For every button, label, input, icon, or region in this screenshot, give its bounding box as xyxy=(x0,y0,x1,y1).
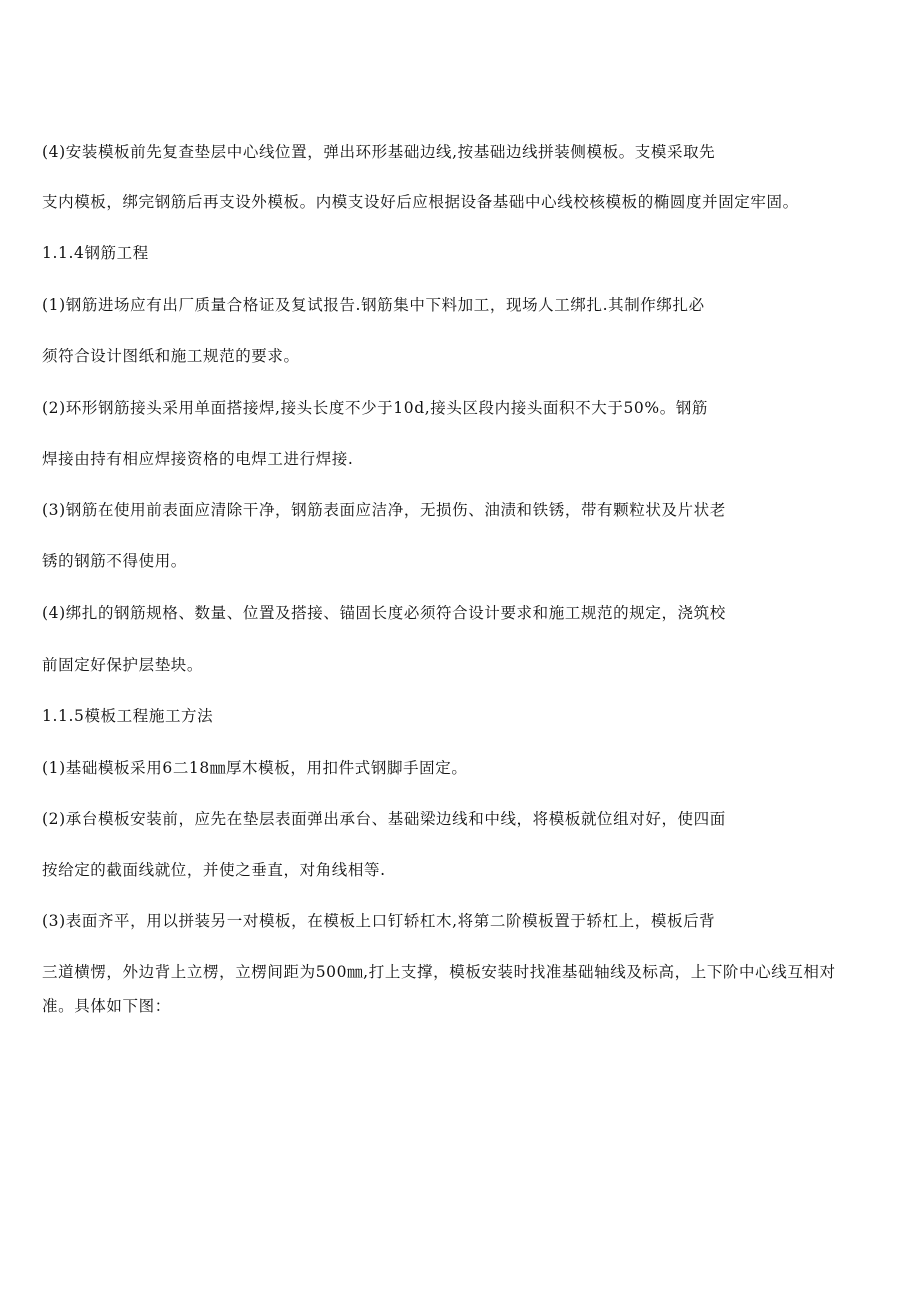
paragraph-4-line-2: 支内模板，绑完钢筋后再支设外模板。内模支设好后应根据设备基础中心线校核模板的椭圆度并固定牢固。 xyxy=(42,193,799,211)
formwork-item-1: (1)基础模板采用6二18㎜厚木模板，用扣件式钢脚手固定。 xyxy=(42,759,468,777)
section-heading-1-1-5: 1.1.5模板工程施工方法 xyxy=(42,707,214,725)
rebar-item-3-line-1: (3)钢筋在使用前表面应清除干净，钢筋表面应洁净，无损伤、油渍和铁锈，带有颗粒状及片状老 xyxy=(42,501,726,519)
formwork-item-2-line-1: (2)承台模板安装前，应先在垫层表面弹出承台、基础梁边线和中线，将模板就位组对好，使四面 xyxy=(42,810,726,828)
rebar-item-2-line-1: (2)环形钢筋接头采用单面搭接焊,接头长度不少于10d,接头区段内接头面积不大于50%。钢筋 xyxy=(42,399,709,417)
paragraph-4-line-1: (4)安装模板前先复查垫层中心线位置，弹出环形基础边线,按基础边线拼装侧模板。支模采取先 xyxy=(42,143,716,161)
rebar-item-4-line-1: (4)绑扎的钢筋规格、数量、位置及搭接、锚固长度必须符合设计要求和施工规范的规定，浇筑校 xyxy=(42,604,726,622)
rebar-item-1-line-2: 须符合设计图纸和施工规范的要求。 xyxy=(42,347,300,365)
formwork-item-3-line-3: 准。具体如下图： xyxy=(42,997,171,1015)
rebar-item-1-line-1: (1)钢筋进场应有出厂质量合格证及复试报告.钢筋集中下料加工，现场人工绑扎.其制作绑扎必 xyxy=(42,296,705,314)
rebar-item-2-line-2: 焊接由持有相应焊接资格的电焊工进行焊接. xyxy=(42,450,354,468)
section-heading-1-1-4: 1.1.4钢筋工程 xyxy=(42,244,149,262)
rebar-item-3-line-2: 锈的钢筋不得使用。 xyxy=(42,552,187,570)
formwork-item-2-line-2: 按给定的截面线就位，并使之垂直，对角线相等. xyxy=(42,861,386,879)
formwork-item-3-line-2: 三道横愣，外边背上立楞，立楞间距为500㎜,打上支撑，模板安装时找准基础轴线及标高，上下阶中心线互相对 xyxy=(42,963,836,981)
formwork-item-3-line-1: (3)表面齐平，用以拼装另一对模板，在模板上口钉轿杠木,将第二阶模板置于轿杠上，模板后背 xyxy=(42,912,716,930)
rebar-item-4-line-2: 前固定好保护层垫块。 xyxy=(42,656,204,674)
